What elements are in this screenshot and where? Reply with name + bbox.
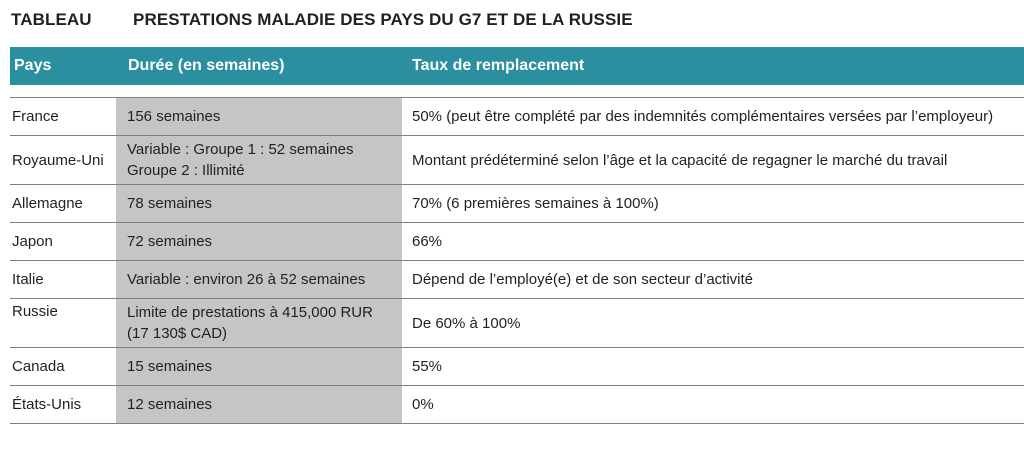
header-taux: Taux de remplacement <box>412 57 585 74</box>
cell-taux: 70% (6 premières semaines à 100%) <box>412 195 659 212</box>
cell-taux: 55% <box>412 358 443 375</box>
cell-duree <box>116 386 402 423</box>
cell-pays: France <box>12 108 59 125</box>
cell-pays: Royaume-Uni <box>12 151 104 169</box>
cell-taux: 50% (peut être complété par des indemnités complémentaires versées par l’employeur) <box>412 108 994 125</box>
cell-duree-text: 156 semaines <box>127 108 221 125</box>
cell-duree-text: Variable : environ 26 à 52 semaines <box>127 271 366 288</box>
table-row <box>10 348 1024 386</box>
cell-pays: Russie <box>12 303 58 320</box>
table-row <box>10 386 1024 424</box>
cell-duree-text: 72 semaines <box>127 233 213 250</box>
cell-taux: Montant prédéterminé selon l’âge et la capacité de regagner le marché du travail <box>412 151 948 169</box>
table-row <box>10 136 1024 185</box>
table-row <box>10 299 1024 348</box>
header-duree: Durée (en semaines) <box>128 57 285 74</box>
cell-duree-text: 12 semaines <box>127 396 213 413</box>
cell-duree-line: Variable : Groupe 1 : 52 semaines <box>127 141 354 158</box>
cell-duree-text: 78 semaines <box>127 195 213 212</box>
cell-duree-line: Limite de prestations à 415,000 RUR <box>127 304 373 321</box>
cell-duree <box>116 299 402 347</box>
cell-duree-text: 15 semaines <box>127 358 213 375</box>
cell-taux: Dépend de l’employé(e) et de son secteur d’activité <box>412 271 754 288</box>
cell-duree <box>116 223 402 260</box>
table-row <box>10 185 1024 223</box>
header-spacer <box>10 85 1024 98</box>
cell-duree <box>116 348 402 385</box>
cell-duree <box>116 261 402 298</box>
table-row <box>10 223 1024 261</box>
title-label: TABLEAU <box>11 10 92 29</box>
cell-duree-line: Groupe 2 : Illimité <box>127 162 245 179</box>
table-title <box>11 6 633 34</box>
title-text: PRESTATIONS MALADIE DES PAYS DU G7 ET DE LA RUSSIE <box>133 10 633 29</box>
table-row <box>10 98 1024 136</box>
cell-pays: Japon <box>12 233 53 250</box>
cell-taux: 0% <box>412 396 434 413</box>
cell-duree <box>116 98 402 135</box>
cell-pays: États-Unis <box>12 396 82 413</box>
table-header <box>10 47 1024 85</box>
cell-pays: Allemagne <box>12 195 83 212</box>
table-row <box>10 261 1024 299</box>
header-pays: Pays <box>14 57 52 74</box>
benefits-table <box>10 47 1024 424</box>
cell-taux: De 60% à 100% <box>412 314 521 332</box>
cell-duree <box>116 136 402 184</box>
cell-duree <box>116 185 402 222</box>
cell-pays: Canada <box>12 358 65 375</box>
cell-duree-line: (17 130$ CAD) <box>127 325 228 342</box>
cell-taux: 66% <box>412 233 443 250</box>
cell-pays: Italie <box>12 271 44 288</box>
